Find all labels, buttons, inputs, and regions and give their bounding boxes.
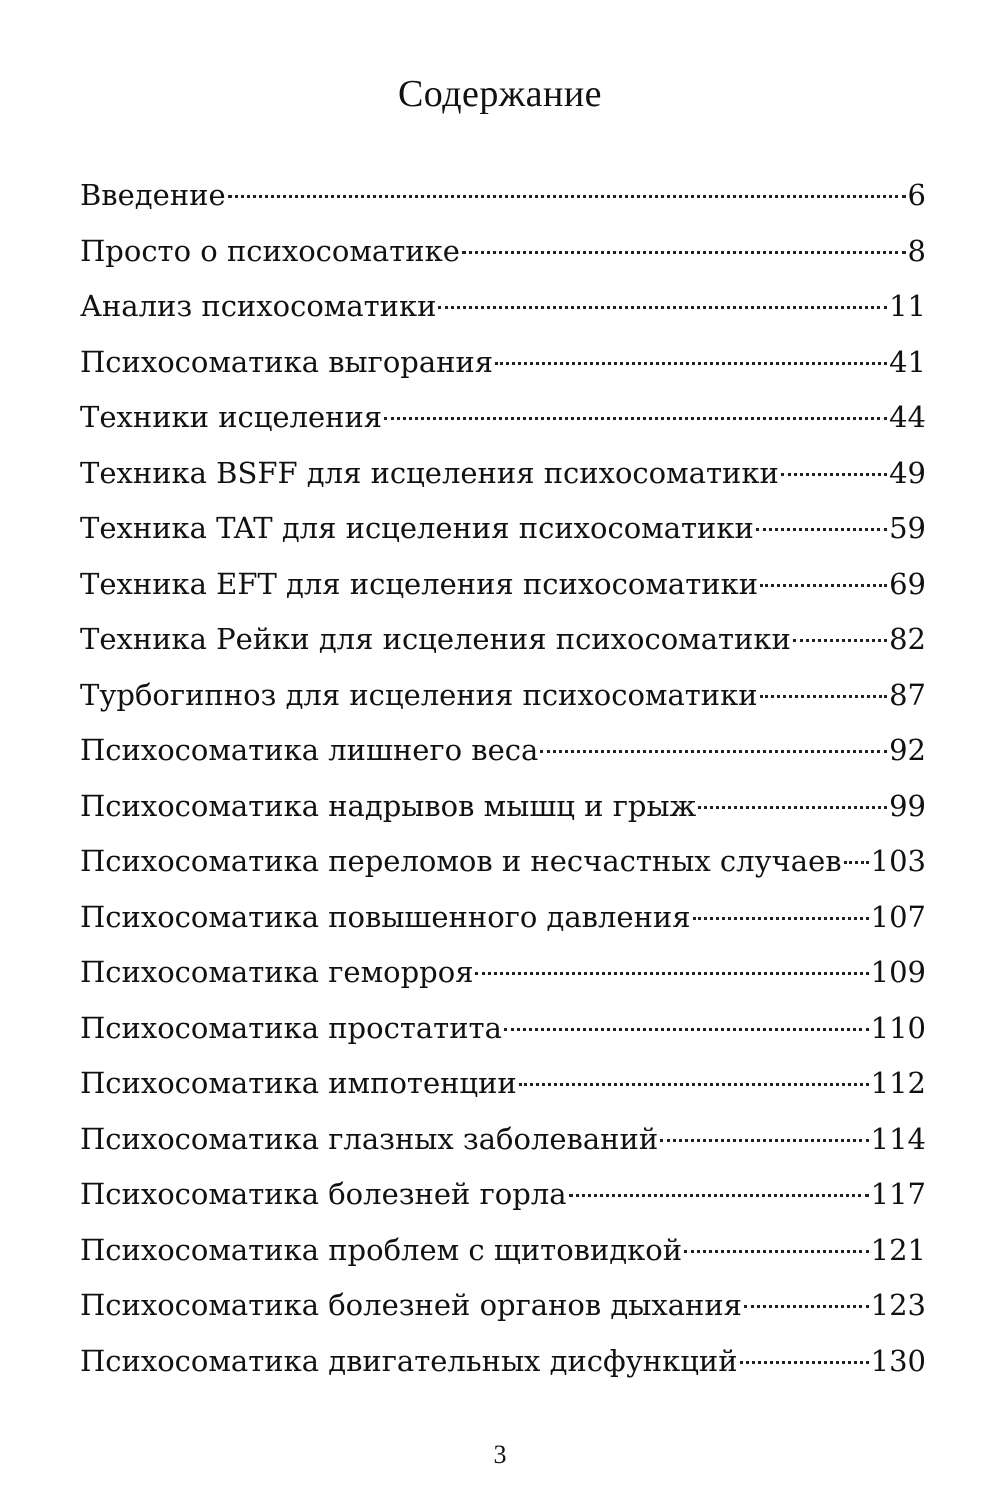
toc-entry[interactable] bbox=[80, 335, 926, 391]
dot-leader bbox=[569, 1194, 869, 1197]
toc-entry[interactable] bbox=[80, 446, 926, 502]
toc-entry-page: 11 bbox=[889, 289, 926, 323]
toc-entry-label: Психосоматика болезней органов дыхания bbox=[80, 1288, 742, 1322]
toc-entry-label: Психосоматика простатита bbox=[80, 1010, 502, 1045]
toc-entry-page: 87 bbox=[889, 677, 926, 712]
toc-entry-page: 121 bbox=[870, 1232, 926, 1267]
toc-entry[interactable] bbox=[80, 1056, 926, 1112]
toc-entry-page: 82 bbox=[889, 622, 926, 656]
toc-entry[interactable] bbox=[80, 1334, 926, 1390]
dot-leader bbox=[740, 1361, 869, 1364]
toc-entry-label: Психосоматика выгорания bbox=[80, 344, 494, 379]
dot-leader bbox=[438, 306, 887, 309]
dot-leader bbox=[693, 917, 869, 920]
toc-entry-label: Техника BSFF для исцеления психосоматики bbox=[80, 455, 779, 490]
dot-leader bbox=[475, 972, 868, 975]
toc-entry[interactable] bbox=[80, 1112, 926, 1168]
toc-entry-label: Психосоматика проблем с щитовидкой bbox=[80, 1232, 683, 1267]
toc-entry-page: 103 bbox=[870, 844, 926, 878]
toc-entry-page: 117 bbox=[870, 1177, 926, 1211]
page-title: Содержание bbox=[397, 73, 603, 115]
dot-leader bbox=[228, 195, 906, 198]
toc-entry-label: Психосоматика геморроя bbox=[80, 955, 474, 989]
toc-entry-label: Техника Рейки для исцеления психосоматики bbox=[80, 622, 791, 656]
dot-leader bbox=[793, 639, 887, 642]
dot-leader bbox=[744, 1305, 869, 1308]
toc-entry[interactable] bbox=[80, 668, 926, 724]
dot-leader bbox=[519, 1083, 869, 1086]
toc-entry-label: Анализ психосоматики bbox=[80, 289, 437, 323]
dot-leader bbox=[495, 362, 887, 365]
dot-leader bbox=[540, 750, 887, 753]
dot-leader bbox=[844, 861, 869, 864]
toc-entry-label: Техники исцеления bbox=[80, 400, 383, 434]
toc-entry[interactable] bbox=[80, 723, 926, 779]
toc-entry-page: 130 bbox=[870, 1343, 926, 1378]
dot-leader bbox=[756, 528, 887, 531]
dot-leader bbox=[684, 1250, 869, 1253]
toc-entry-label: Психосоматика надрывов мышц и грыж bbox=[80, 788, 697, 823]
toc-entry[interactable] bbox=[80, 557, 926, 613]
toc-entry[interactable] bbox=[80, 779, 926, 835]
toc-entry-page: 44 bbox=[889, 400, 926, 434]
table-of-contents bbox=[80, 168, 926, 1389]
toc-entry[interactable] bbox=[80, 279, 926, 335]
toc-entry-page: 59 bbox=[889, 511, 926, 545]
toc-entry-label: Психосоматика лишнего веса bbox=[80, 733, 539, 767]
toc-entry[interactable] bbox=[80, 1223, 926, 1279]
dot-leader bbox=[384, 417, 887, 420]
toc-entry[interactable] bbox=[80, 390, 926, 446]
dot-leader bbox=[462, 251, 906, 254]
toc-entry[interactable] bbox=[80, 834, 926, 890]
toc-entry-page: 6 bbox=[907, 178, 926, 212]
toc-entry[interactable] bbox=[80, 168, 926, 224]
toc-entry-label: Просто о психосоматике bbox=[80, 233, 460, 268]
toc-entry-page: 49 bbox=[889, 455, 926, 490]
toc-entry[interactable] bbox=[80, 612, 926, 668]
toc-entry-label: Техника TAT для исцеления психосоматики bbox=[80, 511, 754, 545]
dot-leader bbox=[504, 1028, 869, 1031]
toc-entry-page: 107 bbox=[870, 899, 926, 934]
dot-leader bbox=[781, 473, 887, 476]
dot-leader bbox=[760, 695, 888, 698]
toc-entry-label: Психосоматика двигательных дисфункций bbox=[80, 1343, 738, 1378]
toc-entry[interactable] bbox=[80, 945, 926, 1001]
toc-entry-page: 99 bbox=[889, 788, 926, 823]
dot-leader bbox=[760, 584, 887, 587]
toc-entry-page: 110 bbox=[870, 1010, 926, 1045]
toc-entry-label: Психосоматика переломов и несчастных случаев bbox=[80, 844, 842, 878]
toc-entry-page: 114 bbox=[870, 1121, 926, 1156]
toc-entry-page: 69 bbox=[889, 566, 926, 601]
toc-entry[interactable] bbox=[80, 224, 926, 280]
toc-entry-page: 109 bbox=[870, 955, 926, 989]
toc-entry[interactable] bbox=[80, 501, 926, 557]
dot-leader bbox=[660, 1139, 868, 1142]
toc-entry-label: Турбогипноз для исцеления психосоматики bbox=[80, 677, 758, 712]
toc-entry[interactable] bbox=[80, 1167, 926, 1223]
toc-entry-label: Психосоматика повышенного давления bbox=[80, 899, 691, 934]
dot-leader bbox=[698, 806, 887, 809]
toc-entry-page: 8 bbox=[907, 233, 926, 268]
toc-entry[interactable] bbox=[80, 1001, 926, 1057]
toc-entry-label: Психосоматика болезней горла bbox=[80, 1177, 567, 1211]
page-number: 3 bbox=[493, 1440, 507, 1469]
toc-entry-page: 92 bbox=[889, 733, 926, 767]
toc-entry-page: 112 bbox=[870, 1066, 926, 1100]
toc-entry-label: Техника EFT для исцеления психосоматики bbox=[80, 566, 759, 601]
toc-entry-label: Введение bbox=[80, 178, 226, 212]
toc-entry[interactable] bbox=[80, 890, 926, 946]
toc-entry[interactable] bbox=[80, 1278, 926, 1334]
toc-entry-label: Психосоматика импотенции bbox=[80, 1066, 517, 1100]
toc-entry-label: Психосоматика глазных заболеваний bbox=[80, 1121, 659, 1156]
toc-entry-page: 123 bbox=[870, 1288, 926, 1322]
toc-entry-page: 41 bbox=[889, 344, 926, 379]
